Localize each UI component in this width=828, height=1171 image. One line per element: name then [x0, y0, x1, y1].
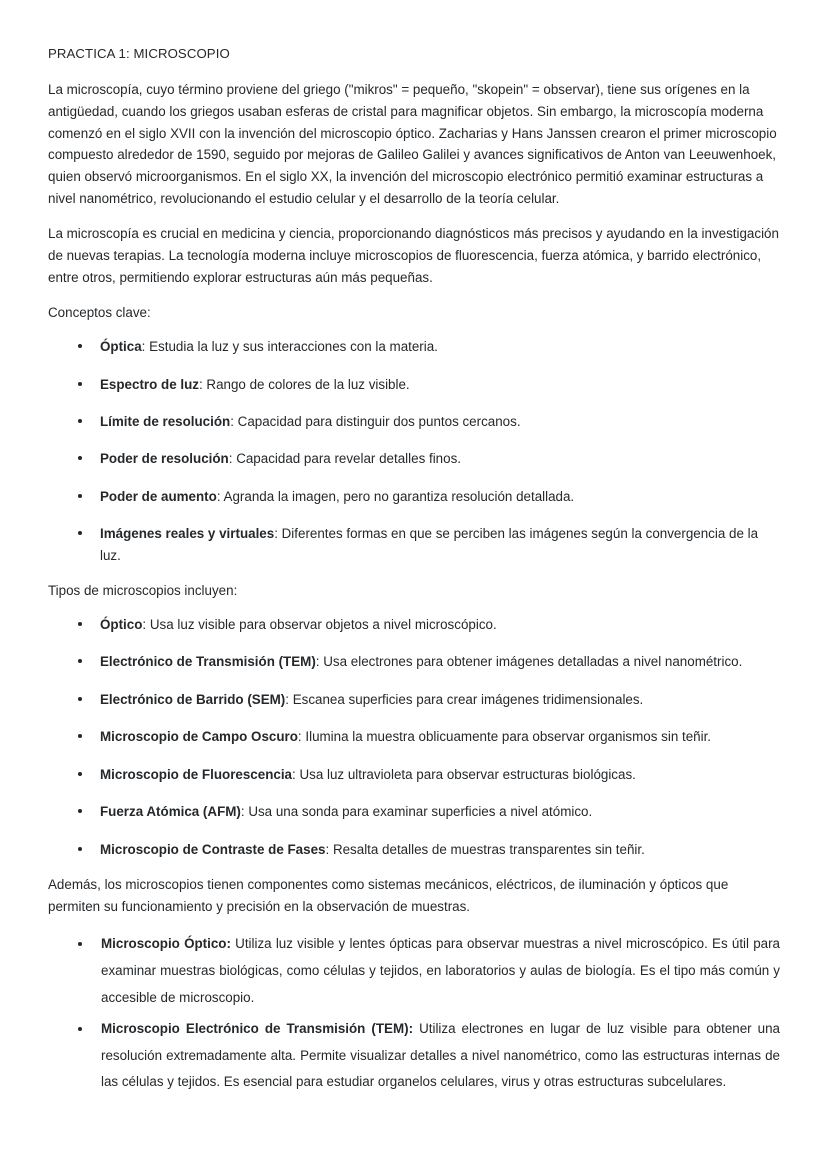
concepts-heading: Conceptos clave: [48, 305, 151, 321]
term-separator: : [216, 488, 224, 504]
types-heading: Tipos de microscopios incluyen: [48, 583, 238, 599]
components-list [48, 931, 780, 1096]
list-item [48, 726, 780, 747]
list-item [48, 486, 780, 507]
list-item [48, 839, 780, 860]
term-separator: : [240, 804, 249, 820]
list-item [48, 336, 780, 357]
list-item [48, 374, 780, 395]
term-description: Ilumina la muestra oblicuamente para observar organismos sin teñir. [305, 729, 712, 745]
term-separator: : [292, 766, 300, 782]
term-label: Electrónico de Barrido (SEM) [100, 691, 286, 707]
term-label: Límite de resolución [100, 414, 231, 430]
term-description: Estudia la luz y sus interacciones con la materia. [149, 339, 438, 355]
term-separator: : [230, 414, 238, 430]
list-item [48, 931, 780, 1011]
term-label: Óptico [100, 616, 143, 632]
term-separator: : [141, 339, 150, 355]
term-separator: : [315, 654, 324, 670]
term-description: Usa una sonda para examinar superficies a nivel atómico. [248, 804, 593, 820]
term-label: Electrónico de Transmisión (TEM) [100, 654, 316, 670]
term-separator: : [198, 376, 207, 392]
term-separator: : [285, 691, 293, 707]
term-description: Usa luz ultravioleta para observar estructuras biológicas. [299, 766, 636, 782]
term-separator: : [142, 616, 150, 632]
term-label: Microscopio de Contraste de Fases [100, 841, 326, 857]
term-description: Resalta detalles de muestras transparentes sin teñir. [332, 841, 645, 857]
components-paragraph: Además, los microscopios tienen componentes como sistemas mecánicos, eléctricos, de iluminación y ópticos que permiten su funcionamiento y precisión en la observación de muestras. [48, 877, 729, 914]
term-description: Utiliza electrones en lugar de luz visible para obtener una resolución extremadamente alta. Permite visualizar detalles a nivel nanométrico, como las estructuras internas de las células y tejidos. Es esencial para estudiar organelos celulares, virus y otras estructuras subcelulares. [101, 1020, 780, 1090]
term-description: Agranda la imagen, pero no garantiza resolución detallada. [223, 488, 575, 504]
term-description: Rango de colores de la luz visible. [206, 376, 410, 392]
list-item [48, 651, 780, 672]
term-description: Usa electrones para obtener imágenes detalladas a nivel nanométrico. [323, 654, 743, 670]
term-description: Capacidad para revelar detalles finos. [236, 451, 461, 467]
list-item [48, 411, 780, 432]
term-description: Capacidad para distinguir dos puntos cercanos. [237, 414, 521, 430]
page-title: PRACTICA 1: MICROSCOPIO [48, 46, 230, 61]
term-label: Poder de resolución [100, 451, 229, 467]
list-item [48, 1016, 780, 1096]
term-label: Fuerza Atómica (AFM) [100, 804, 241, 820]
term-separator: : [297, 729, 306, 745]
intro-paragraph-2: La microscopía es crucial en medicina y ciencia, proporcionando diagnósticos más precisos y ayudando en la investigación de nuevas terapias. La tecnología moderna incluye microscopios de fluorescencia, fuerza atómica, y barrido electrónico, entre otros, permitiendo explorar estructuras aún más pequeñas. [48, 226, 779, 285]
term-label: Espectro de luz [100, 376, 199, 392]
list-item [48, 448, 780, 469]
term-description: Escanea superficies para crear imágenes tridimensionales. [292, 691, 644, 707]
term-label: Microscopio Óptico: [101, 936, 231, 952]
concepts-list [48, 336, 780, 566]
term-label: Imágenes reales y virtuales [100, 526, 275, 542]
term-label: Microscopio Electrónico de Transmisión (TEM): [101, 1020, 414, 1036]
list-item [48, 801, 780, 822]
list-item [48, 523, 780, 566]
list-item [48, 614, 780, 635]
term-separator: : [325, 841, 333, 857]
term-description: Utiliza luz visible y lentes ópticas para observar muestras a nivel microscópico. Es útil para examinar muestras biológicas, como células y tejidos, en laboratorios y aulas de biología. Es el tipo más común y accesible de microscopio. [101, 936, 781, 1006]
term-separator: : [228, 451, 237, 467]
term-separator: : [274, 526, 282, 542]
intro-paragraph-1: La microscopía, cuyo término proviene del griego ("mikros" = pequeño, "skopein" = observar), tiene sus orígenes en la antigüedad, cuando los griegos usaban esferas de cristal para magnificar objetos. Sin embargo, la microscopía moderna comenzó en el siglo XVII con la invención del microscopio óptico. Zacharias y Hans Janssen crearon el primer microscopio compuesto alrededor de 1590, seguido por mejoras de Galileo Galilei y avances significativos de Anton van Leeuwenhoek, quien observó microorganismos. En el siglo XX, la invención del microscopio electrónico permitió examinar estructuras a nivel nanométrico, revolucionando el estudio celular y el desarrollo de la teoría celular. [48, 82, 777, 206]
term-label: Poder de aumento [100, 488, 217, 504]
list-item [48, 689, 780, 710]
term-description: Usa luz visible para observar objetos a nivel microscópico. [149, 616, 497, 632]
term-label: Microscopio de Campo Oscuro [100, 729, 298, 745]
term-label: Óptica [100, 339, 142, 355]
term-label: Microscopio de Fluorescencia [100, 766, 292, 782]
types-list [48, 614, 780, 860]
term-description: Diferentes formas en que se perciben las imágenes según la convergencia de la luz. [100, 526, 759, 563]
list-item [48, 764, 780, 785]
